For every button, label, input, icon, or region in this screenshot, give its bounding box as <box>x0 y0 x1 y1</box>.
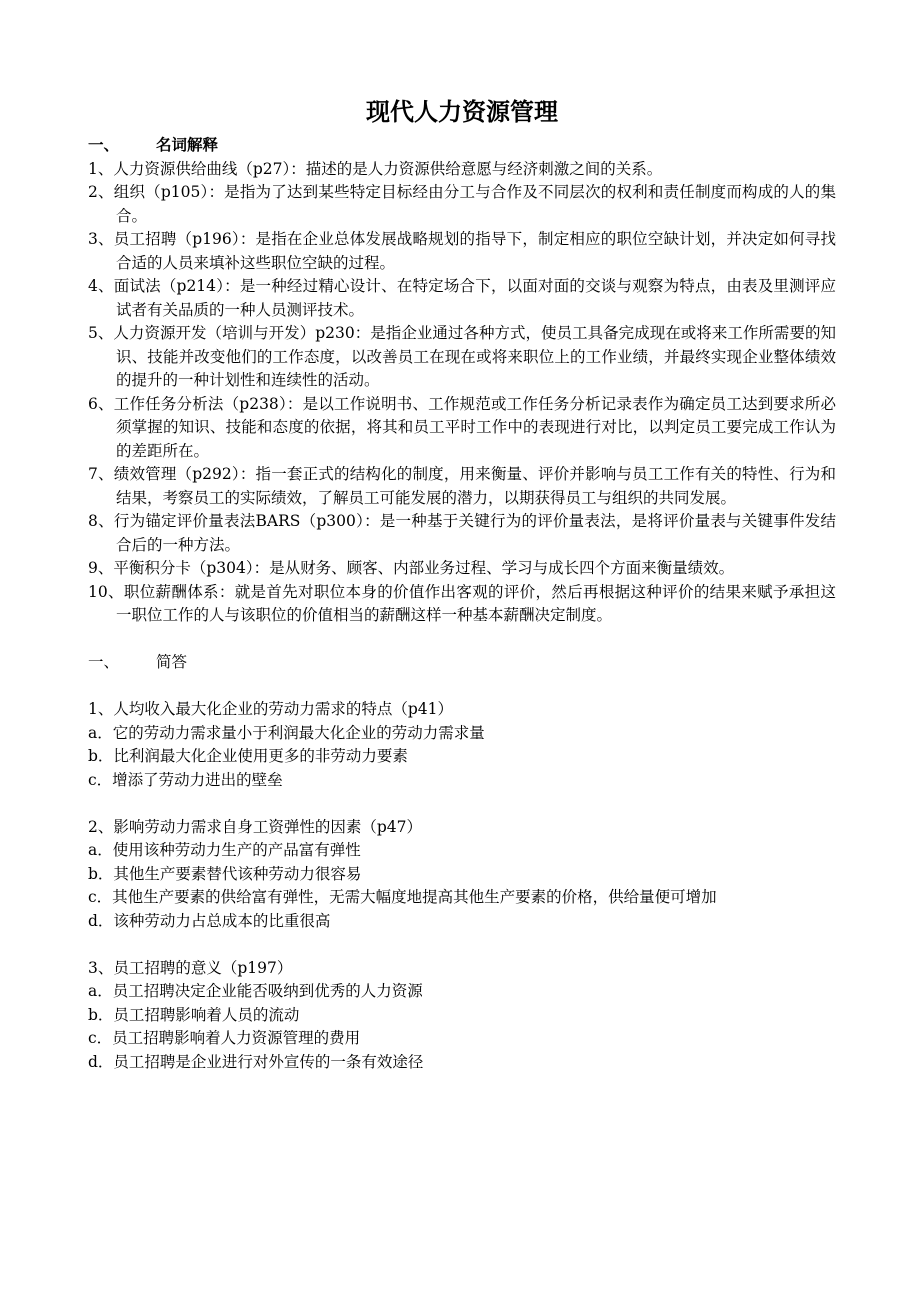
answer-item: c．其他生产要素的供给富有弹性，无需大幅度地提高其他生产要素的价格，供给量便可增加 <box>88 888 717 906</box>
spacer <box>88 792 836 816</box>
spacer <box>88 933 836 957</box>
term-item: 8、行为锚定评价量表法BARS（p300）：是一种基于关键行为的评价量表法，是将评价量表与关键事件发结合后的一种方法。 <box>88 512 836 554</box>
question-block-2 <box>88 816 836 934</box>
section-1-number: 一、 <box>88 136 120 154</box>
question-title: 2、影响劳动力需求自身工资弹性的因素（p47） <box>88 817 423 836</box>
term-item: 6、工作任务分析法（p238）：是以工作说明书、工作规范或工作任务分析记录表作为确定员工达到要求所必须掌握的知识、技能和态度的依据，将其和员工平时工作中的表现进行对比，以判定员工要完成工作认为的差距所在。 <box>88 394 836 460</box>
question-block-1 <box>88 698 836 792</box>
question-block-3 <box>88 957 836 1075</box>
term-item: 1、人力资源供给曲线（p27）：描述的是人力资源供给意愿与经济刺激之间的关系。 <box>88 159 663 178</box>
section-1-title: 名词解释 <box>156 136 219 154</box>
answer-item: a．员工招聘决定企业能否吸纳到优秀的人力资源 <box>88 982 423 1000</box>
section-2-title: 简答 <box>156 653 188 671</box>
answer-item: d．员工招聘是企业进行对外宣传的一条有效途径 <box>88 1052 424 1071</box>
spacer <box>88 628 836 652</box>
question-title: 1、人均收入最大化企业的劳动力需求的特点（p41） <box>88 700 454 718</box>
answer-item: b．员工招聘影响着人员的流动 <box>88 1005 300 1024</box>
term-item: 3、员工招聘（p196）：是指在企业总体发展战略规划的指导下，制定相应的职位空缺计划，并决定如何寻找合适的人员来填补这些职位空缺的过程。 <box>88 230 836 272</box>
answer-item: d．该种劳动力占总成本的比重很高 <box>88 911 331 930</box>
term-item: 5、人力资源开发（培训与开发）p230：是指企业通过各种方式，使员工具备完成现在或将来工作所需要的知识、技能并改变他们的工作态度，以改善员工在现在或将来职位上的工作业绩，并最终实现企业整体绩效的提升的一种计划性和连续性的活动。 <box>88 324 836 389</box>
spacer <box>88 675 836 699</box>
question-title: 3、员工招聘的意义（p197） <box>88 958 293 977</box>
term-list <box>88 158 836 628</box>
term-item: 2、组织（p105）：是指为了达到某些特定目标经由分工与合作及不同层次的权利和责任制度而构成的人的集合。 <box>88 183 836 225</box>
section-2-number: 一、 <box>88 653 120 671</box>
term-item: 10、职位薪酬体系：就是首先对职位本身的价值作出客观的评价，然后再根据这种评价的结果来赋予承担这一职位工作的人与该职位的价值相当的薪酬这样一种基本薪酬决定制度。 <box>88 582 836 624</box>
answer-item: c．增添了劳动力进出的壁垒 <box>88 770 283 789</box>
answer-item: b．比利润最大化企业使用更多的非劳动力要素 <box>88 747 408 765</box>
answer-item: c．员工招聘影响着人力资源管理的费用 <box>88 1029 361 1047</box>
section-2-heading <box>88 651 836 675</box>
term-item: 9、平衡积分卡（p304）：是从财务、顾客、内部业务过程、学习与成长四个方面来衡量绩效。 <box>88 559 735 577</box>
answer-item: a．它的劳动力需求量小于利润最大化企业的劳动力需求量 <box>88 723 485 742</box>
term-item: 4、面试法（p214）：是一种经过精心设计、在特定场合下，以面对面的交谈与观察为特点，由表及里测评应试者有关品质的一种人员测评技术。 <box>88 277 836 319</box>
answer-item: a．使用该种劳动力生产的产品富有弹性 <box>88 841 361 859</box>
term-item: 7、绩效管理（p292）：指一套正式的结构化的制度，用来衡量、评价并影响与员工工作有关的特性、行为和结果，考察员工的实际绩效，了解员工可能发展的潜力，以期获得员工与组织的共同发展。 <box>88 465 836 507</box>
document-title: 现代人力资源管理 <box>366 98 558 126</box>
section-1-heading <box>88 134 836 158</box>
answer-item: b．其他生产要素替代该种劳动力很容易 <box>88 864 362 883</box>
